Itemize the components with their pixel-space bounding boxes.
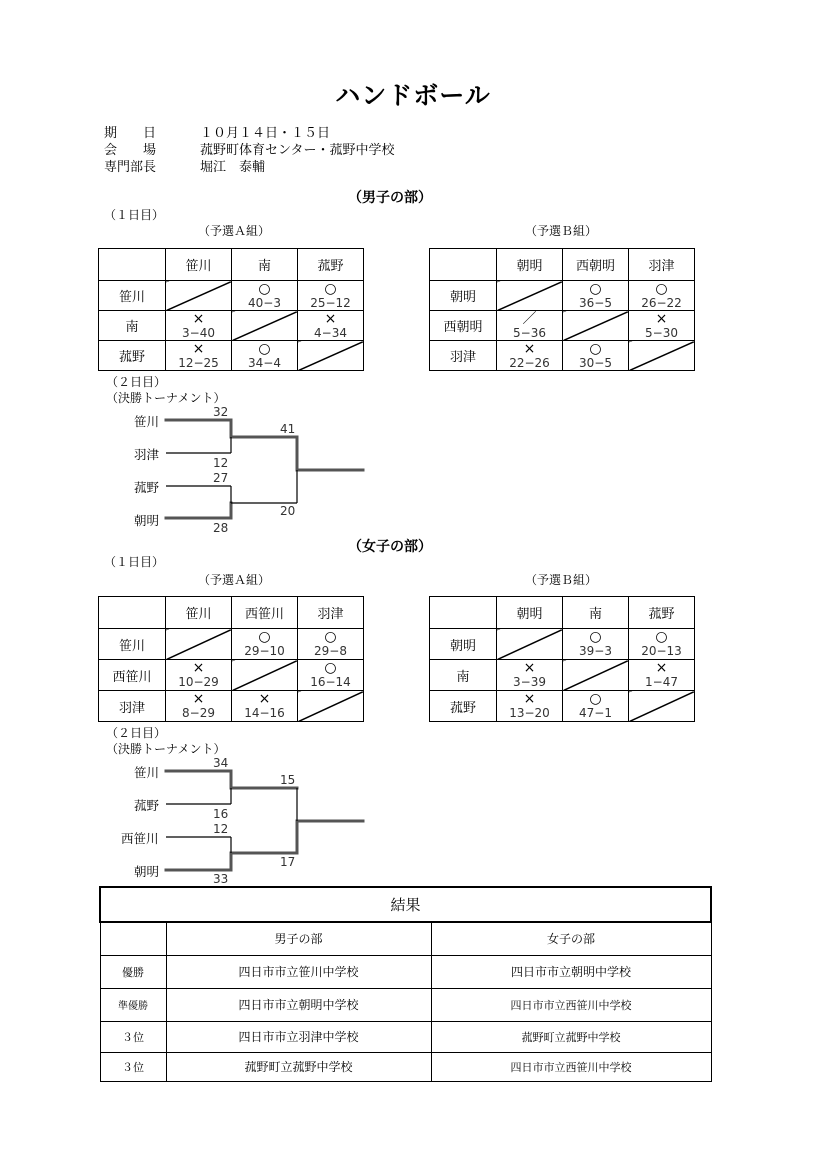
bracket-score: 34 (213, 756, 229, 770)
rank-label: ３位 (100, 1052, 166, 1081)
girls-bracket (0, 750, 380, 890)
row-header: 笹川 (99, 281, 166, 311)
girls-group-a-table (98, 596, 364, 722)
col-header: 朝明 (497, 249, 563, 281)
diagonal-cell (563, 660, 629, 691)
match-score: 1−47 (645, 675, 678, 689)
result-mark: ○ (655, 629, 668, 645)
match-cell (497, 660, 563, 691)
result-mark: ／ (522, 310, 537, 327)
match-cell (563, 281, 629, 311)
match-score: 13−20 (509, 706, 550, 720)
result-mark: ○ (589, 340, 602, 357)
row-header: 西笹川 (99, 660, 166, 691)
bracket-team: 笹川 (134, 414, 160, 429)
bracket-score: 20 (280, 504, 296, 518)
girls-heading: （女子の部） (348, 539, 432, 555)
col-header: 菰野 (629, 597, 695, 629)
match-score: 34−4 (248, 355, 281, 370)
row-header: 羽津 (430, 341, 497, 371)
match-score: 3−39 (513, 675, 546, 689)
result-mark: ○ (589, 280, 602, 297)
row-header: 朝明 (430, 281, 497, 311)
bracket-score: 28 (213, 521, 229, 535)
bracket-score: 27 (213, 471, 229, 485)
result-mark: × (192, 310, 205, 327)
boys-group-b-label: （予選Ｂ組） (525, 224, 598, 238)
result-mark: × (523, 340, 536, 357)
match-cell (166, 660, 232, 691)
rank-label: 優勝 (100, 955, 166, 988)
match-cell (166, 691, 232, 722)
match-score: 8−29 (182, 706, 215, 720)
boys-group-a-label: （予選Ａ組） (198, 224, 271, 238)
girls-tournament-label: （決勝トーナメント） (106, 742, 226, 756)
rank-label: 準優勝 (100, 988, 166, 1021)
result-boys: 四日市市立笹川中学校 (166, 955, 431, 988)
bracket-score: 12 (213, 456, 229, 470)
corner-cell (430, 249, 497, 281)
col-header: 羽津 (298, 597, 364, 629)
result-mark: ○ (258, 629, 271, 645)
bracket-team: 朝明 (134, 864, 160, 879)
bracket-score: 41 (280, 422, 296, 436)
row-header: 菰野 (99, 341, 166, 371)
match-score: 29−8 (314, 644, 347, 658)
match-cell (629, 281, 695, 311)
match-cell (166, 311, 232, 341)
result-mark: × (324, 310, 337, 327)
rank-label: ３位 (100, 1021, 166, 1052)
diagonal-cell (629, 691, 695, 722)
corner-cell (99, 597, 166, 629)
bracket-score: 32 (213, 405, 229, 419)
diagonal-cell (298, 341, 364, 371)
match-score: 39−3 (579, 644, 612, 658)
result-mark: × (523, 660, 536, 676)
result-mark: × (192, 691, 205, 707)
match-cell (232, 341, 298, 371)
bracket-team: 菰野 (134, 798, 160, 813)
match-cell (563, 629, 629, 660)
boys-group-a-table (98, 248, 364, 371)
bracket-team: 羽津 (134, 447, 160, 462)
bracket-team: 笹川 (134, 765, 160, 780)
result-mark: ○ (258, 340, 271, 357)
match-score: 3−40 (182, 325, 215, 340)
result-boys: 菰野町立菰野中学校 (166, 1052, 431, 1081)
diagonal-cell (298, 691, 364, 722)
match-score: 16−14 (310, 675, 351, 689)
bracket-team: 西笹川 (121, 831, 159, 846)
col-header: 朝明 (497, 597, 563, 629)
row-header: 西朝明 (430, 311, 497, 341)
result-mark: × (192, 660, 205, 676)
match-score: 47−1 (579, 706, 612, 720)
match-cell (497, 311, 563, 341)
match-score: 5−30 (645, 325, 678, 340)
match-cell (563, 691, 629, 722)
corner-cell (99, 249, 166, 281)
boys-heading: （男子の部） (348, 190, 432, 206)
match-cell (232, 691, 298, 722)
match-cell (298, 660, 364, 691)
match-cell (166, 341, 232, 371)
match-cell (497, 341, 563, 371)
result-mark: ○ (324, 280, 337, 297)
girls-group-b-table (429, 596, 695, 722)
match-score: 10−29 (178, 675, 219, 689)
col-header: 南 (232, 249, 298, 281)
row-header: 菰野 (430, 691, 497, 722)
chief-label: 専門部長 (104, 160, 157, 175)
match-cell (298, 311, 364, 341)
match-score: 22−26 (509, 355, 550, 370)
match-score: 4−34 (314, 325, 347, 340)
corner-cell (100, 922, 166, 955)
match-cell (232, 629, 298, 660)
bracket-score: 15 (280, 773, 296, 787)
boys-bracket (0, 400, 380, 540)
result-girls: 四日市市立朝明中学校 (431, 955, 711, 988)
match-cell (298, 629, 364, 660)
result-mark: × (523, 691, 536, 707)
col-header-girls: 女子の部 (431, 922, 711, 955)
result-boys: 四日市市立朝明中学校 (166, 988, 431, 1021)
result-girls: 菰野町立菰野中学校 (431, 1021, 711, 1052)
girls-group-b-label: （予選Ｂ組） (525, 573, 598, 587)
boys-group-b-table (429, 248, 695, 371)
diagonal-cell (166, 629, 232, 660)
bracket-team: 朝明 (134, 513, 160, 528)
results-header: 結果 (100, 887, 711, 922)
col-header: 南 (563, 597, 629, 629)
result-mark: × (655, 660, 668, 676)
result-mark: ○ (589, 691, 602, 707)
girls-day1-label: （１日目） (104, 555, 165, 569)
match-score: 12−25 (178, 355, 219, 370)
bracket-score: 17 (280, 855, 296, 869)
venue-label: 会 場 (104, 143, 157, 158)
match-cell (629, 311, 695, 341)
diagonal-cell (232, 660, 298, 691)
result-mark: × (258, 691, 271, 707)
match-score: 14−16 (244, 706, 285, 720)
match-score: 36−5 (579, 295, 612, 310)
col-header: 西朝明 (563, 249, 629, 281)
result-mark: ○ (655, 280, 668, 297)
col-header: 菰野 (298, 249, 364, 281)
boys-day1-label: （１日目） (104, 208, 165, 222)
date-label: 期 日 (104, 126, 157, 141)
result-boys: 四日市市立羽津中学校 (166, 1021, 431, 1052)
col-header-boys: 男子の部 (166, 922, 431, 955)
match-cell (232, 281, 298, 311)
diagonal-cell (563, 311, 629, 341)
col-header: 笹川 (166, 249, 232, 281)
row-header: 南 (99, 311, 166, 341)
result-mark: ○ (324, 629, 337, 645)
match-score: 5−36 (513, 325, 546, 340)
match-score: 29−10 (244, 644, 285, 658)
match-score: 30−5 (579, 355, 612, 370)
date-value: １０月１４日・１５日 (200, 126, 331, 141)
diagonal-cell (497, 281, 563, 311)
match-cell (629, 660, 695, 691)
result-mark: ○ (589, 629, 602, 645)
match-cell (497, 691, 563, 722)
row-header: 笹川 (99, 629, 166, 660)
match-cell (629, 629, 695, 660)
result-girls: 四日市市立西笹川中学校 (431, 988, 711, 1021)
results-table (99, 886, 712, 1082)
diagonal-cell (629, 341, 695, 371)
boys-day2-label: （２日目） (106, 375, 167, 389)
bracket-score: 33 (213, 872, 229, 886)
page-title: ハンドボール (335, 81, 491, 110)
bracket-team: 菰野 (134, 480, 160, 495)
result-mark: × (655, 310, 668, 327)
chief-value: 堀江 泰輔 (200, 160, 266, 175)
match-score: 25−12 (310, 295, 351, 310)
bracket-score: 16 (213, 807, 229, 821)
result-mark: ○ (324, 660, 337, 676)
row-header: 羽津 (99, 691, 166, 722)
result-mark: × (192, 340, 205, 357)
col-header: 西笹川 (232, 597, 298, 629)
diagonal-cell (497, 629, 563, 660)
bracket-score: 12 (213, 822, 229, 836)
corner-cell (430, 597, 497, 629)
result-mark: ○ (258, 280, 271, 297)
match-score: 26−22 (641, 295, 682, 310)
match-cell (563, 341, 629, 371)
match-score: 20−13 (641, 644, 682, 658)
diagonal-cell (166, 281, 232, 311)
match-cell (298, 281, 364, 311)
col-header: 笹川 (166, 597, 232, 629)
girls-group-a-label: （予選Ａ組） (198, 573, 271, 587)
diagonal-cell (232, 311, 298, 341)
result-girls: 四日市市立西笹川中学校 (431, 1052, 711, 1081)
boys-tournament-label: （決勝トーナメント） (106, 391, 226, 405)
row-header: 南 (430, 660, 497, 691)
venue-value: 菰野町体育センター・菰野中学校 (200, 143, 395, 158)
girls-day2-label: （２日目） (106, 726, 167, 740)
row-header: 朝明 (430, 629, 497, 660)
match-score: 40−3 (248, 295, 281, 310)
col-header: 羽津 (629, 249, 695, 281)
